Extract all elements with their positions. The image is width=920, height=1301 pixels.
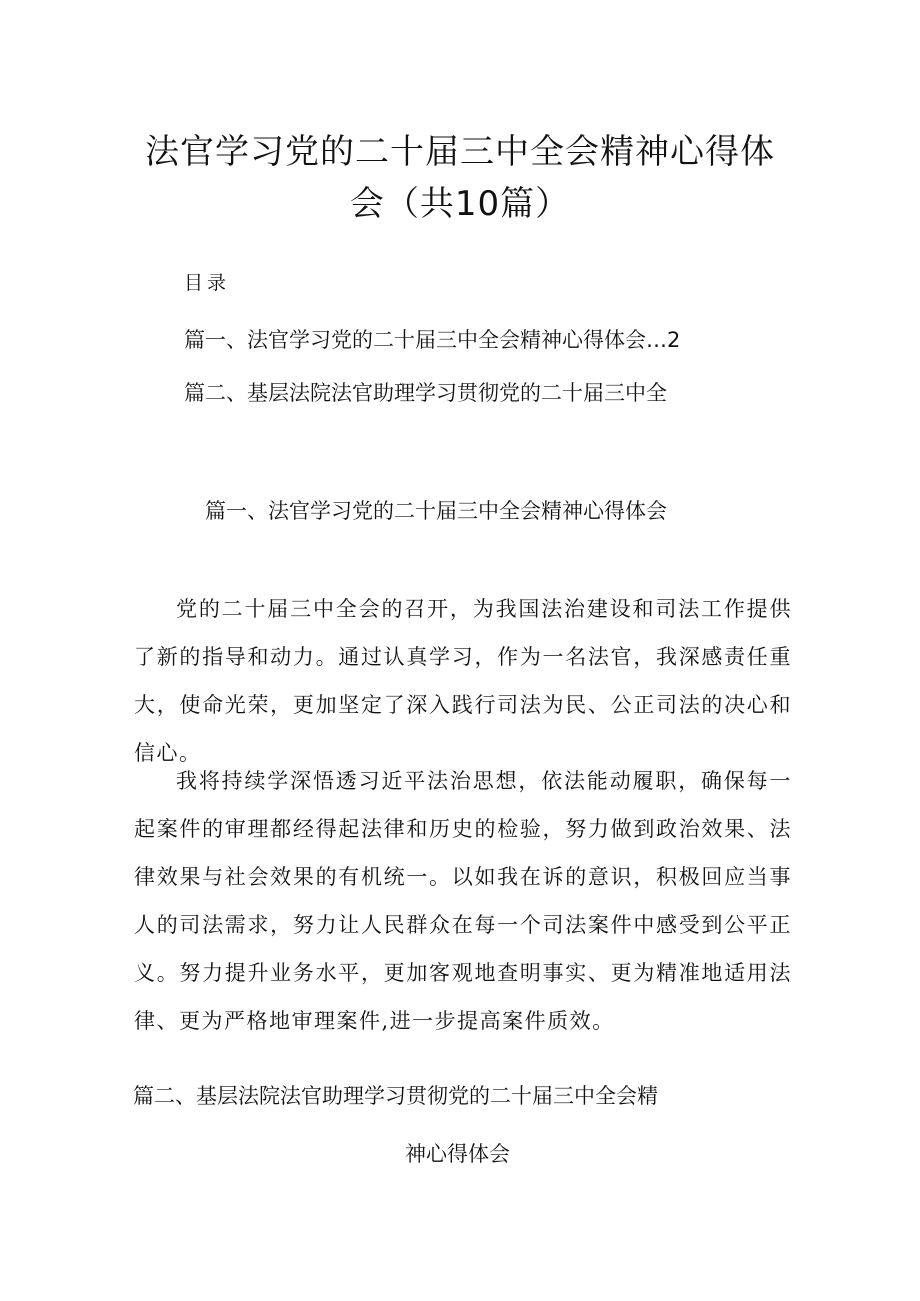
document-title-line-2: 会（共10篇） — [349, 184, 571, 224]
toc-item-2[interactable]: 篇二、基层法院法官助理学习贯彻党的二十届三中全 — [184, 381, 667, 405]
section-1-paragraph-2: 我将持续学深悟透习近平法治思想，依法能动履职，确保每一起案件的审理都经得起法律和历史的检验，努力做到政治效果、法律效果与社会效果的有机统一。以如我在诉的意识，积极回应当事人的司法需求，努力让人民群众在每一个司法案件中感受到公平正义。努力提升业务水平，更加客观地查明事实、更为精准地适用法律、更为严格地审理案件,进一步提高案件质效。 — [134, 769, 792, 1033]
section-2-heading-line-1: 篇二、基层法院法官助理学习贯彻党的二十届三中全会精 — [133, 1084, 658, 1108]
section-1-heading: 篇一、法官学习党的二十届三中全会精神心得体会 — [205, 499, 667, 523]
document-title-line-1: 法官学习党的二十届三中全会精神心得体 — [145, 132, 775, 172]
section-2-heading-line-2: 神心得体会 — [405, 1142, 510, 1166]
section-1-paragraph-1: 党的二十届三中全会的召开，为我国法治建设和司法工作提供了新的指导和动力。通过认真学习，作为一名法官，我深感责任重大，使命光荣，更加坚定了深入践行司法为民、公正司法的决心和信心。 — [134, 597, 792, 765]
toc-label: 目录 — [184, 272, 231, 294]
toc-item-1[interactable]: 篇一、法官学习党的二十届三中全会精神心得体会…2 — [184, 328, 681, 352]
